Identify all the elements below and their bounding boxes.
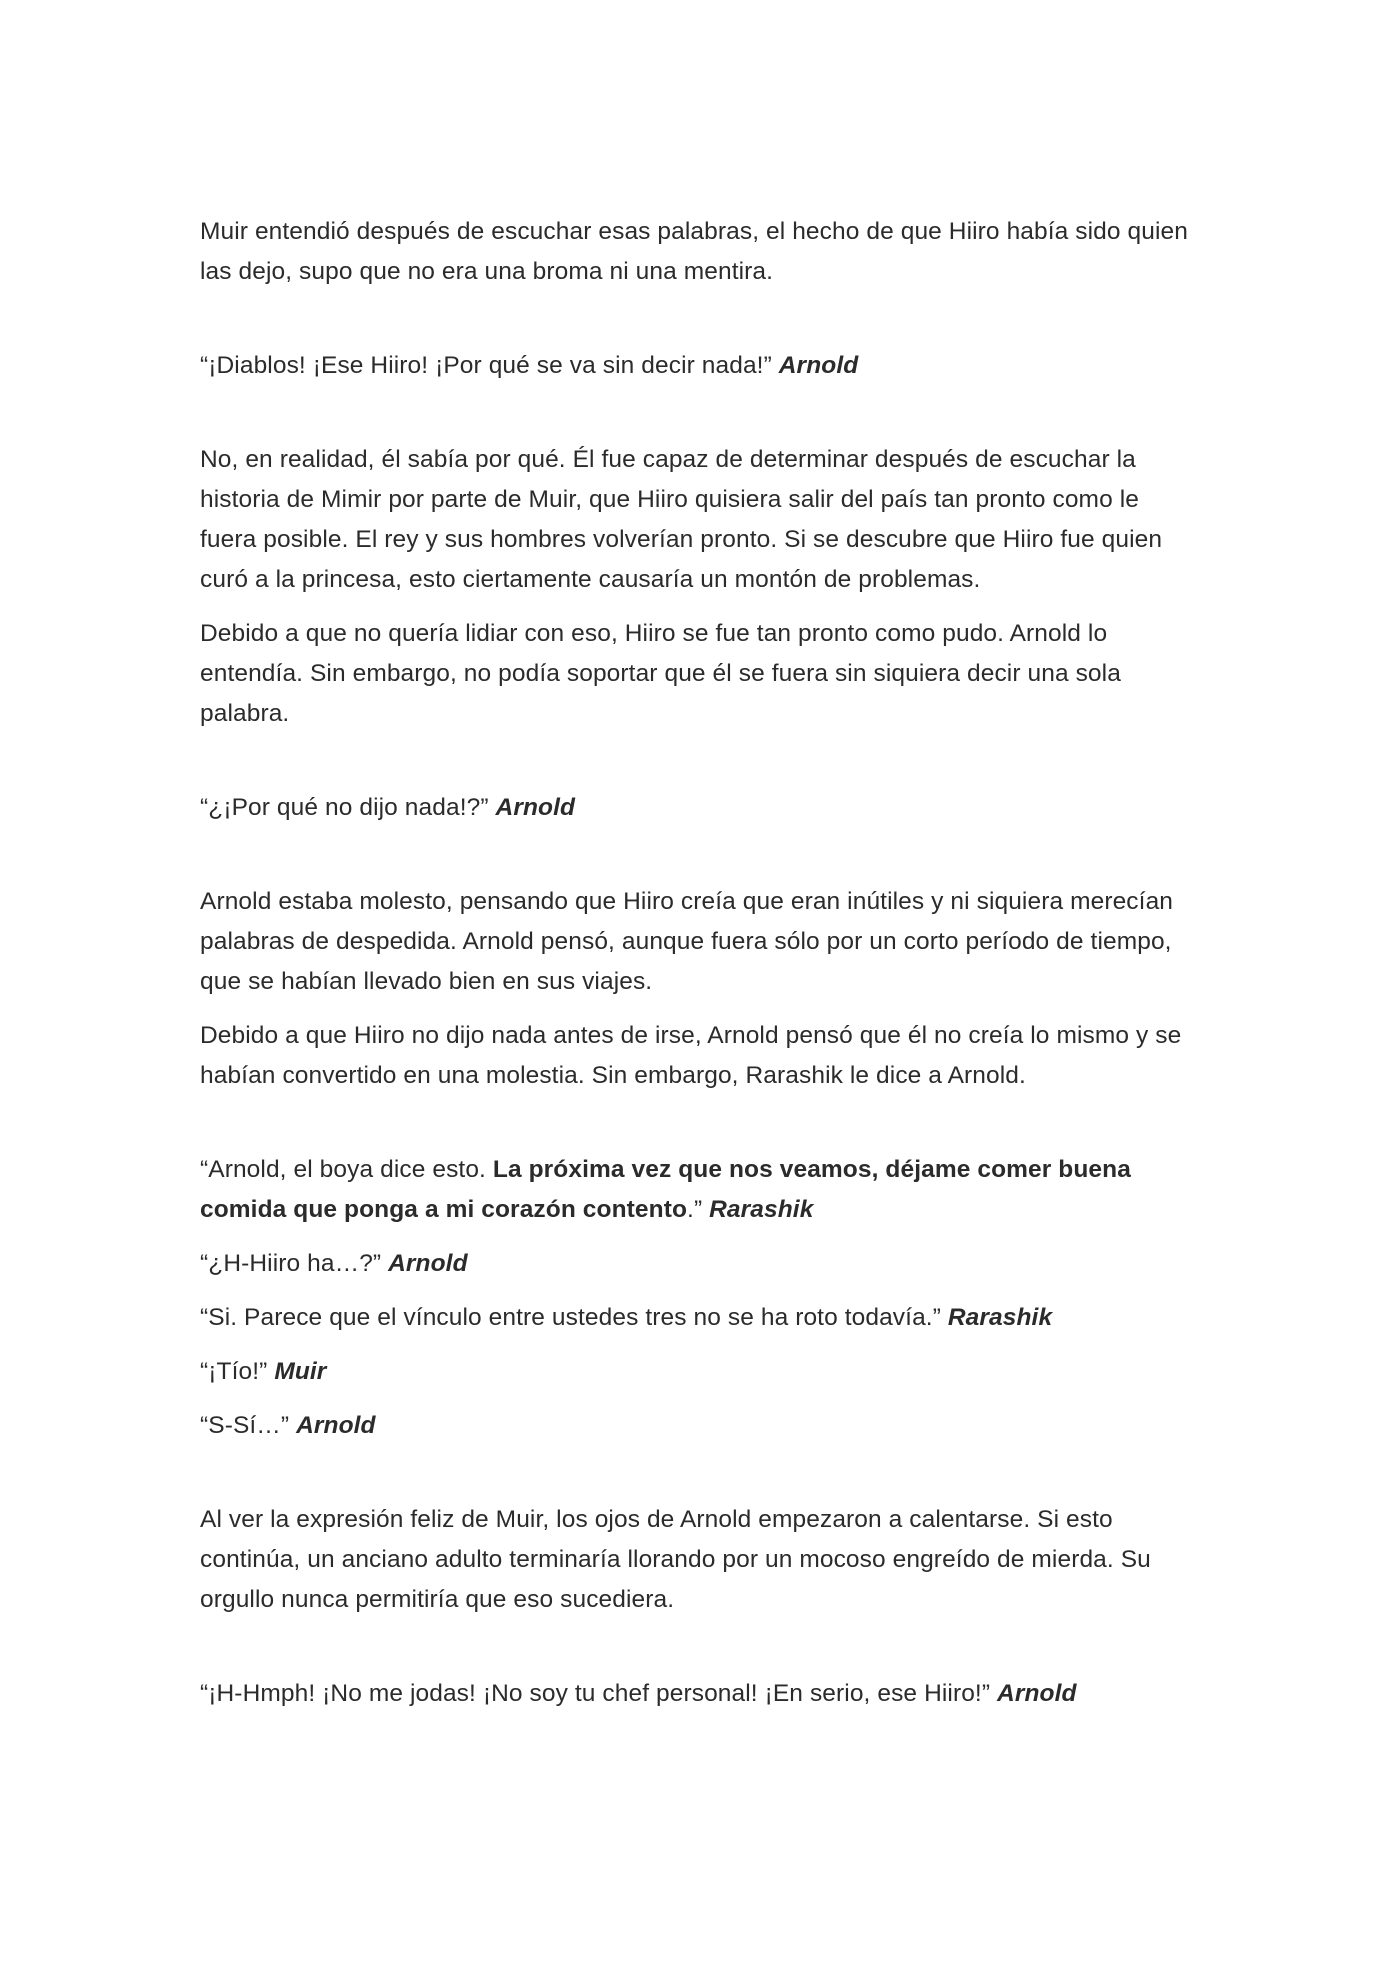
- narration-paragraph: [200, 440, 1200, 600]
- speaker-name: Muir: [274, 1358, 327, 1385]
- dialogue-quote-bold: comida que ponga a mi corazón contento: [200, 1196, 688, 1223]
- text-line: continúa, un anciano adulto terminaría llorando por un mocoso engreído de mierda. Su: [200, 1546, 1151, 1573]
- text-line: las dejo, supo que no era una broma ni una mentira.: [200, 258, 774, 285]
- text-line: [200, 1352, 1200, 1392]
- text-line: Al ver la expresión feliz de Muir, los ojos de Arnold empezaron a calentarse. Si esto: [200, 1506, 1113, 1533]
- text-line: [200, 1190, 1200, 1230]
- text-line: [200, 1298, 1200, 1338]
- text-line: Arnold estaba molesto, pensando que Hiiro creía que eran inútiles y ni siquiera merecían: [200, 888, 1174, 915]
- text-line: curó a la princesa, esto ciertamente causaría un montón de problemas.: [200, 566, 981, 593]
- dialogue-quote: .”: [687, 1196, 703, 1223]
- text-line: fuera posible. El rey y sus hombres volverían pronto. Si se descubre que Hiiro fue quien: [200, 526, 1163, 553]
- dialogue-line: [200, 1352, 1200, 1392]
- text-line: historia de Mimir por parte de Muir, que Hiiro quisiera salir del país tan pronto como le: [200, 486, 1139, 513]
- dialogue-line: [200, 346, 1200, 386]
- dialogue-line: [200, 1298, 1200, 1338]
- narration-paragraph: [200, 212, 1200, 292]
- text-line: que se habían llevado bien en sus viajes.: [200, 968, 653, 995]
- dialogue-line: [200, 1406, 1200, 1446]
- text-line: [200, 1406, 1200, 1446]
- speaker-name: Rarashik: [947, 1304, 1053, 1331]
- speaker-name: Arnold: [778, 352, 859, 379]
- narration-paragraph: [200, 1500, 1200, 1620]
- text-line: [200, 1244, 1200, 1284]
- text-line: [200, 1150, 1200, 1190]
- speaker-name: Arnold: [388, 1250, 468, 1277]
- dialogue-line: [200, 1150, 1200, 1230]
- speaker-name: Arnold: [495, 794, 576, 821]
- text-line: Debido a que no quería lidiar con eso, Hiiro se fue tan pronto como pudo. Arnold lo: [200, 620, 1108, 647]
- narration-paragraph: [200, 614, 1200, 734]
- narration-paragraph: [200, 1016, 1200, 1096]
- text-line: palabra.: [200, 700, 290, 727]
- dialogue-quote: “¿H-Hiiro ha…?”: [200, 1250, 382, 1277]
- dialogue-line: [200, 1674, 1200, 1714]
- text-line: palabras de despedida. Arnold pensó, aunque fuera sólo por un corto período de tiempo,: [200, 928, 1172, 955]
- dialogue-quote: “¡Diablos! ¡Ese Hiiro! ¡Por qué se va sin decir nada!”: [200, 352, 772, 379]
- text-line: entendía. Sin embargo, no podía soportar que él se fuera sin siquiera decir una sola: [200, 660, 1121, 687]
- speaker-name: Rarashik: [709, 1196, 814, 1223]
- dialogue-quote: “S-Sí…”: [200, 1412, 290, 1439]
- speaker-name: Arnold: [296, 1412, 376, 1439]
- speaker-name: Arnold: [997, 1680, 1077, 1707]
- text-line: habían convertido en una molestia. Sin embargo, Rarashik le dice a Arnold.: [200, 1062, 1026, 1089]
- text-line: Debido a que Hiiro no dijo nada antes de irse, Arnold pensó que él no creía lo mismo y se: [200, 1022, 1182, 1049]
- dialogue-quote: “Si. Parece que el vínculo entre ustedes tres no se ha roto todavía.”: [200, 1304, 941, 1331]
- document-page: [200, 212, 1200, 1714]
- dialogue-quote: “¡Tío!”: [200, 1358, 268, 1385]
- text-line: orgullo nunca permitiría que eso sucediera.: [200, 1586, 675, 1613]
- text-line: Muir entendió después de escuchar esas palabras, el hecho de que Hiiro había sido quien: [200, 218, 1188, 245]
- dialogue-quote-bold: La próxima vez que nos veamos, déjame comer buena: [492, 1156, 1131, 1183]
- text-line: [200, 1674, 1200, 1714]
- text-line: No, en realidad, él sabía por qué. Él fue capaz de determinar después de escuchar la: [200, 446, 1136, 473]
- dialogue-quote: “¡H-Hmph! ¡No me jodas! ¡No soy tu chef personal! ¡En serio, ese Hiiro!”: [200, 1680, 991, 1707]
- narration-paragraph: [200, 882, 1200, 1002]
- dialogue-quote: “¿¡Por qué no dijo nada!?”: [200, 794, 489, 821]
- text-line: [200, 788, 1200, 828]
- dialogue-line: [200, 1244, 1200, 1284]
- text-line: [200, 346, 1200, 386]
- dialogue-line: [200, 788, 1200, 828]
- dialogue-quote: “Arnold, el boya dice esto.: [200, 1156, 493, 1183]
